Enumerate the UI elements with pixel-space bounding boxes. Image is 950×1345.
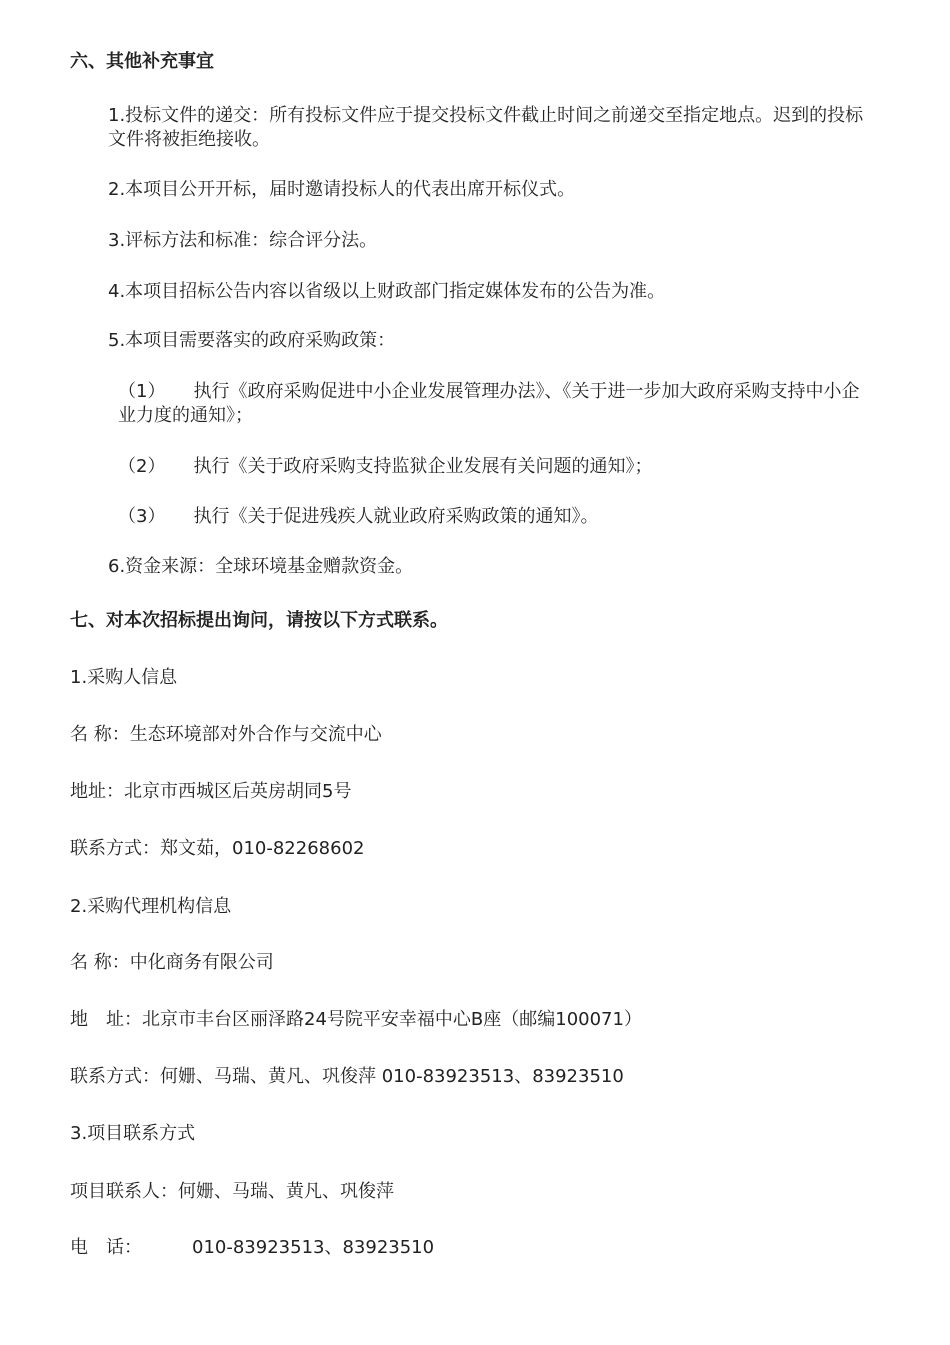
- project-contact-person: 项目联系人：何姗、马瑞、黄凡、巩俊萍: [70, 1181, 394, 1202]
- agency-name: 名 称：中化商务有限公司: [70, 952, 274, 973]
- agency-address: [70, 1008, 872, 1032]
- supplement-item-2: 2.本项目公开开标，届时邀请投标人的代表出席开标仪式。: [108, 179, 576, 200]
- address-value: 北京市丰台区丽泽路24号院平安幸福中心B座（邮编100071）: [142, 1009, 642, 1030]
- policy-text: 执行《关于促进残疾人就业政府采购政策的通知》。: [193, 506, 599, 527]
- phone-value: 010-83923513、83923510: [192, 1237, 435, 1258]
- purchaser-address: 地址：北京市西城区后英房胡同5号: [70, 781, 352, 802]
- phone-label: 电 话：: [70, 1237, 142, 1258]
- address-label: 地 址：: [70, 1009, 142, 1030]
- policy-item-1: [70, 380, 872, 428]
- supplement-item-6: 6.资金来源：全球环境基金赠款资金。: [108, 556, 414, 577]
- supplement-item-4: 4.本项目招标公告内容以省级以上财政部门指定媒体发布的公告为准。: [108, 281, 666, 302]
- purchaser-info-title: 1.采购人信息: [70, 667, 178, 688]
- purchaser-contact: 联系方式：郑文茹，010-82268602: [70, 838, 365, 859]
- policy-number: （1）: [118, 381, 166, 402]
- policy-text: 执行《政府采购促进中小企业发展管理办法》、《关于进一步加大政府采购支持中小企业力度的通知》；: [118, 381, 860, 426]
- agency-info-title: 2.采购代理机构信息: [70, 896, 232, 917]
- project-contact-title: 3.项目联系方式: [70, 1123, 196, 1144]
- section-6-heading: 六、其他补充事宜: [70, 51, 214, 72]
- policy-item-3: [70, 505, 872, 529]
- supplement-item-1: 1.投标文件的递交：所有投标文件应于提交投标文件截止时间之前递交至指定地点。迟到的投标文件将被拒绝接收。: [108, 105, 864, 150]
- policy-number: （3）: [118, 506, 166, 527]
- agency-contact: 联系方式：何姗、马瑞、黄凡、巩俊萍 010-83923513、83923510: [70, 1066, 624, 1087]
- policy-item-2: [70, 455, 872, 479]
- policy-text: 执行《关于政府采购支持监狱企业发展有关问题的通知》；: [193, 456, 653, 477]
- supplement-item-5: 5.本项目需要落实的政府采购政策：: [108, 330, 396, 351]
- section-7-heading: 七、对本次招标提出询问，请按以下方式联系。: [70, 610, 448, 631]
- supplement-item-3: 3.评标方法和标准：综合评分法。: [108, 230, 378, 251]
- policy-number: （2）: [118, 456, 166, 477]
- project-phone: [70, 1236, 872, 1260]
- purchaser-name: 名 称：生态环境部对外合作与交流中心: [70, 724, 382, 745]
